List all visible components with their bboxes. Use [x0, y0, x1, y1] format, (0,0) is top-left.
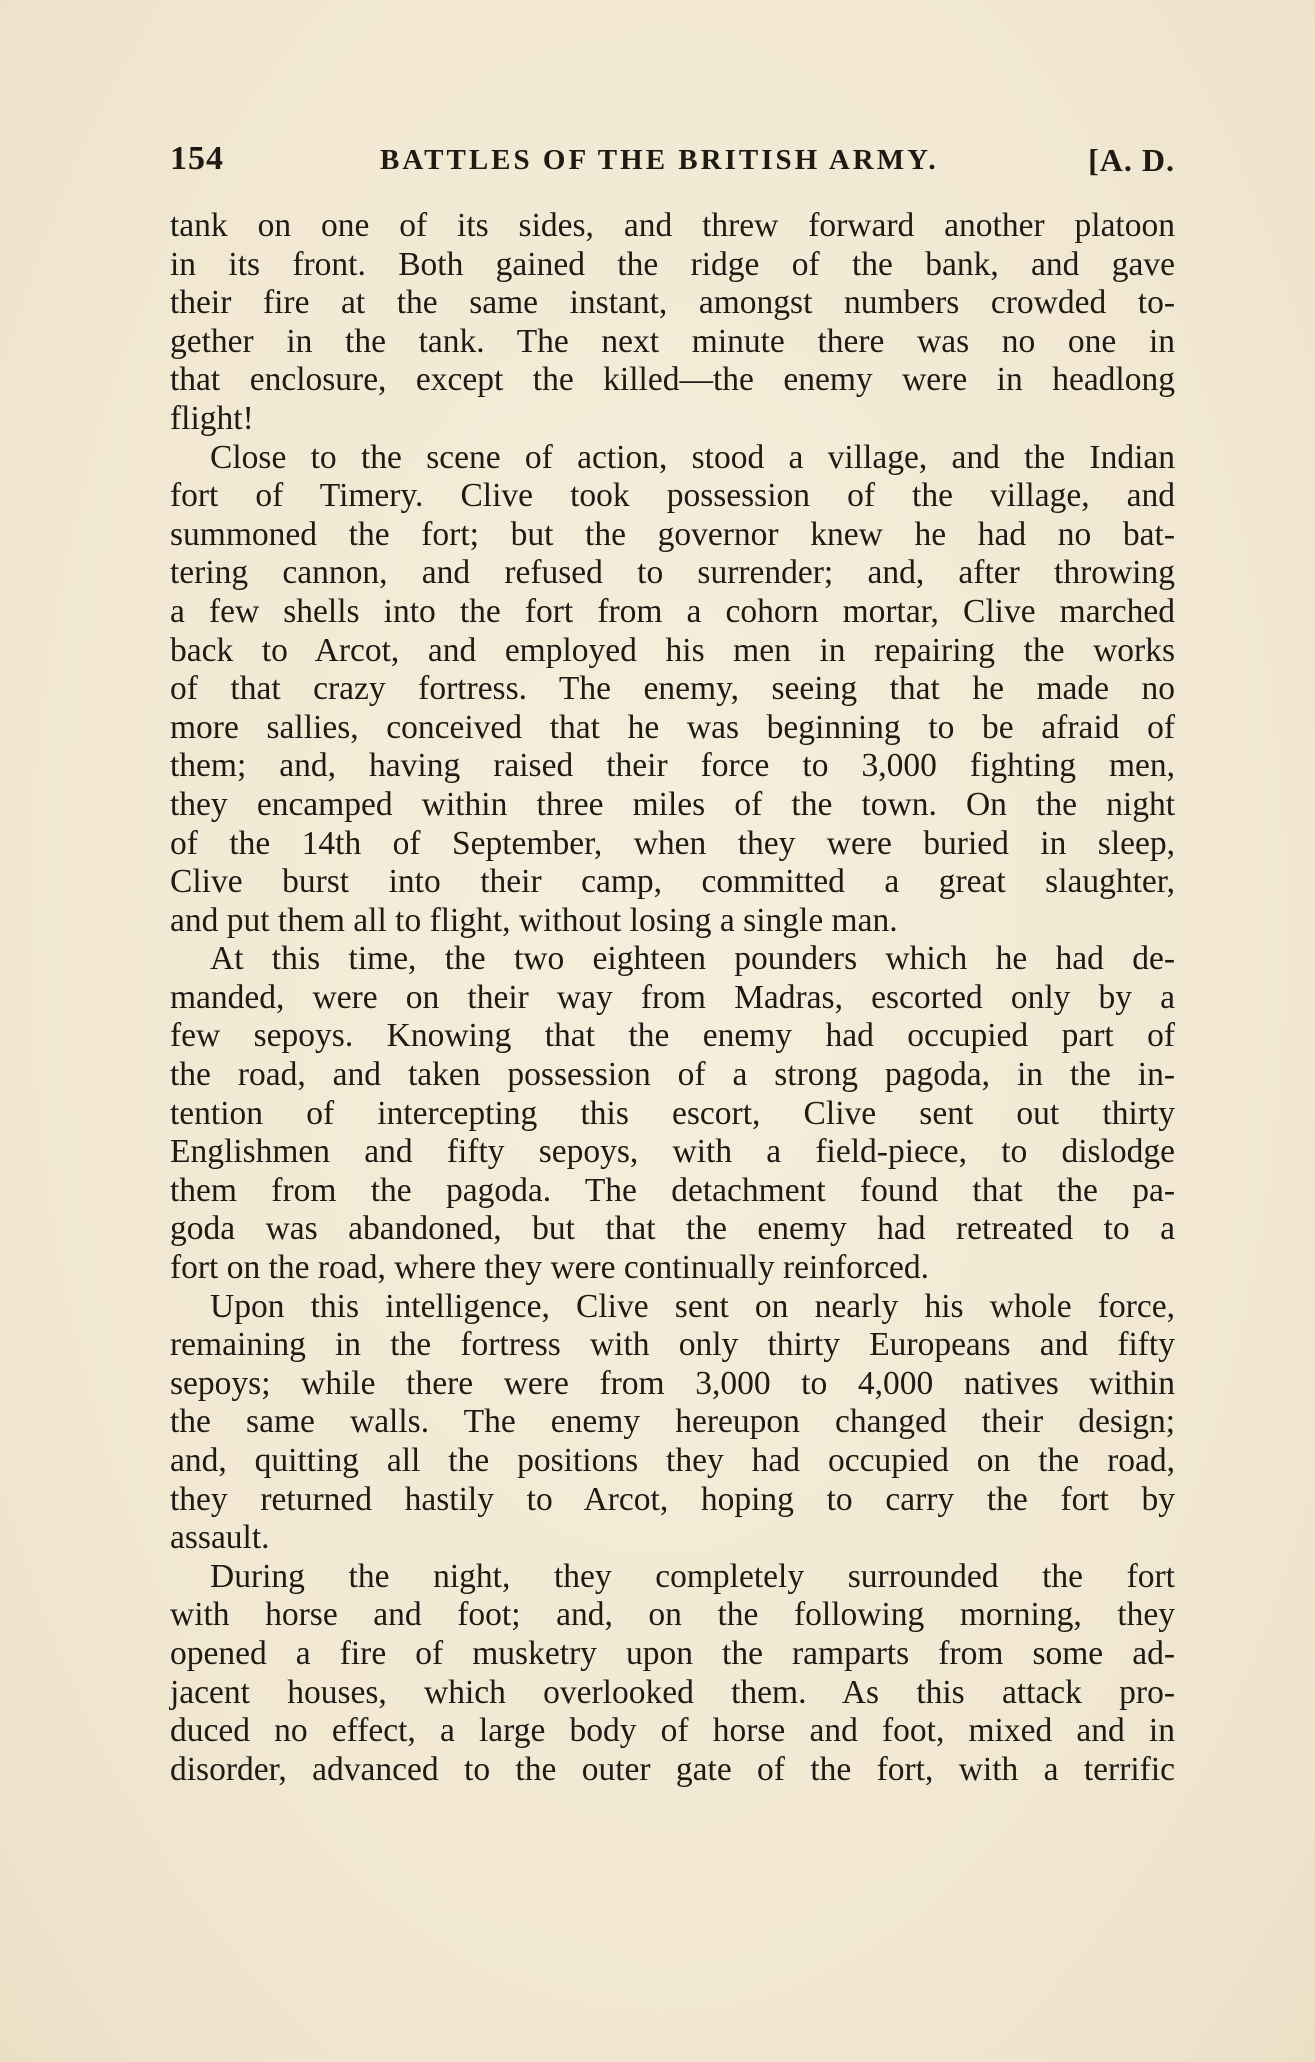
text-line: their fire at the same instant, amongst numbers crowded to-: [170, 284, 1175, 322]
text-line: opened a fire of musketry upon the ramparts from some ad-: [170, 1634, 1175, 1672]
text-line: that enclosure, except the killed—the enemy were in headlong: [170, 361, 1175, 399]
text-line: remaining in the fortress with only thirty Europeans and fifty: [170, 1326, 1175, 1364]
text-line: summoned the fort; but the governor knew he had no bat-: [170, 515, 1175, 553]
text-line: jacent houses, which overlooked them. As this attack pro-: [170, 1673, 1175, 1711]
text-line: the road, and taken possession of a strong pagoda, in the in-: [170, 1056, 1175, 1094]
text-line: they encamped within three miles of the town. On the night: [170, 785, 1175, 823]
text-line: a few shells into the fort from a cohorn mortar, Clive marched: [170, 592, 1175, 630]
text-line: manded, were on their way from Madras, escorted only by a: [170, 978, 1175, 1016]
running-head: [170, 140, 1175, 180]
text-line: of that crazy fortress. The enemy, seeing that he made no: [170, 670, 1175, 708]
body-text: [170, 207, 1175, 1789]
text-line: At this time, the two eighteen pounders which he had de-: [210, 940, 1175, 978]
text-line: in its front. Both gained the ridge of the bank, and gave: [170, 245, 1175, 283]
text-line: back to Arcot, and employed his men in repairing the works: [170, 631, 1175, 669]
text-line: Upon this intelligence, Clive sent on nearly his whole force,: [210, 1287, 1175, 1325]
text-line: sepoys; while there were from 3,000 to 4,000 natives within: [170, 1364, 1175, 1402]
text-line: of the 14th of September, when they were buried in sleep,: [170, 824, 1175, 862]
text-line: they returned hastily to Arcot, hoping to carry the fort by: [170, 1480, 1175, 1518]
text-line: assault.: [170, 1519, 270, 1557]
text-line: Englishmen and fifty sepoys, with a field-piece, to dislodge: [170, 1133, 1175, 1171]
text-line: with horse and foot; and, on the following morning, they: [170, 1596, 1175, 1634]
text-line: disorder, advanced to the outer gate of the fort, with a terrific: [170, 1750, 1175, 1788]
text-line: few sepoys. Knowing that the enemy had occupied part of: [170, 1017, 1175, 1055]
text-line: goda was abandoned, but that the enemy had retreated to a: [170, 1210, 1175, 1248]
text-line: more sallies, conceived that he was beginning to be afraid of: [170, 708, 1175, 746]
text-line: tention of intercepting this escort, Clive sent out thirty: [170, 1094, 1175, 1132]
text-line: fort of Timery. Clive took possession of the village, and: [170, 477, 1175, 515]
text-line: Clive burst into their camp, committed a great slaughter,: [170, 863, 1175, 901]
text-line: fort on the road, where they were continually reinforced.: [170, 1249, 930, 1287]
page-number: 154: [170, 140, 224, 177]
text-line: them from the pagoda. The detachment found that the pa-: [170, 1171, 1175, 1209]
running-title: BATTLES OF THE BRITISH ARMY.: [380, 144, 939, 176]
text-line: tering cannon, and refused to surrender; and, after throwing: [170, 554, 1175, 592]
text-line: flight!: [170, 399, 254, 437]
text-line: them; and, having raised their force to 3,000 fighting men,: [170, 747, 1175, 785]
text-line: and put them all to flight, without losing a single man.: [170, 901, 898, 939]
text-line: Close to the scene of action, stood a village, and the Indian: [210, 438, 1175, 476]
text-line: the same walls. The enemy hereupon changed their design;: [170, 1403, 1175, 1441]
text-line: duced no effect, a large body of horse and foot, mixed and in: [170, 1712, 1175, 1750]
text-line: During the night, they completely surrounded the fort: [210, 1557, 1175, 1595]
text-line: and, quitting all the positions they had occupied on the road,: [170, 1442, 1175, 1479]
date-mark: [A. D.: [1088, 142, 1175, 178]
text-line: gether in the tank. The next minute there was no one in: [170, 322, 1175, 360]
text-line: tank on one of its sides, and threw forward another platoon: [170, 207, 1175, 244]
